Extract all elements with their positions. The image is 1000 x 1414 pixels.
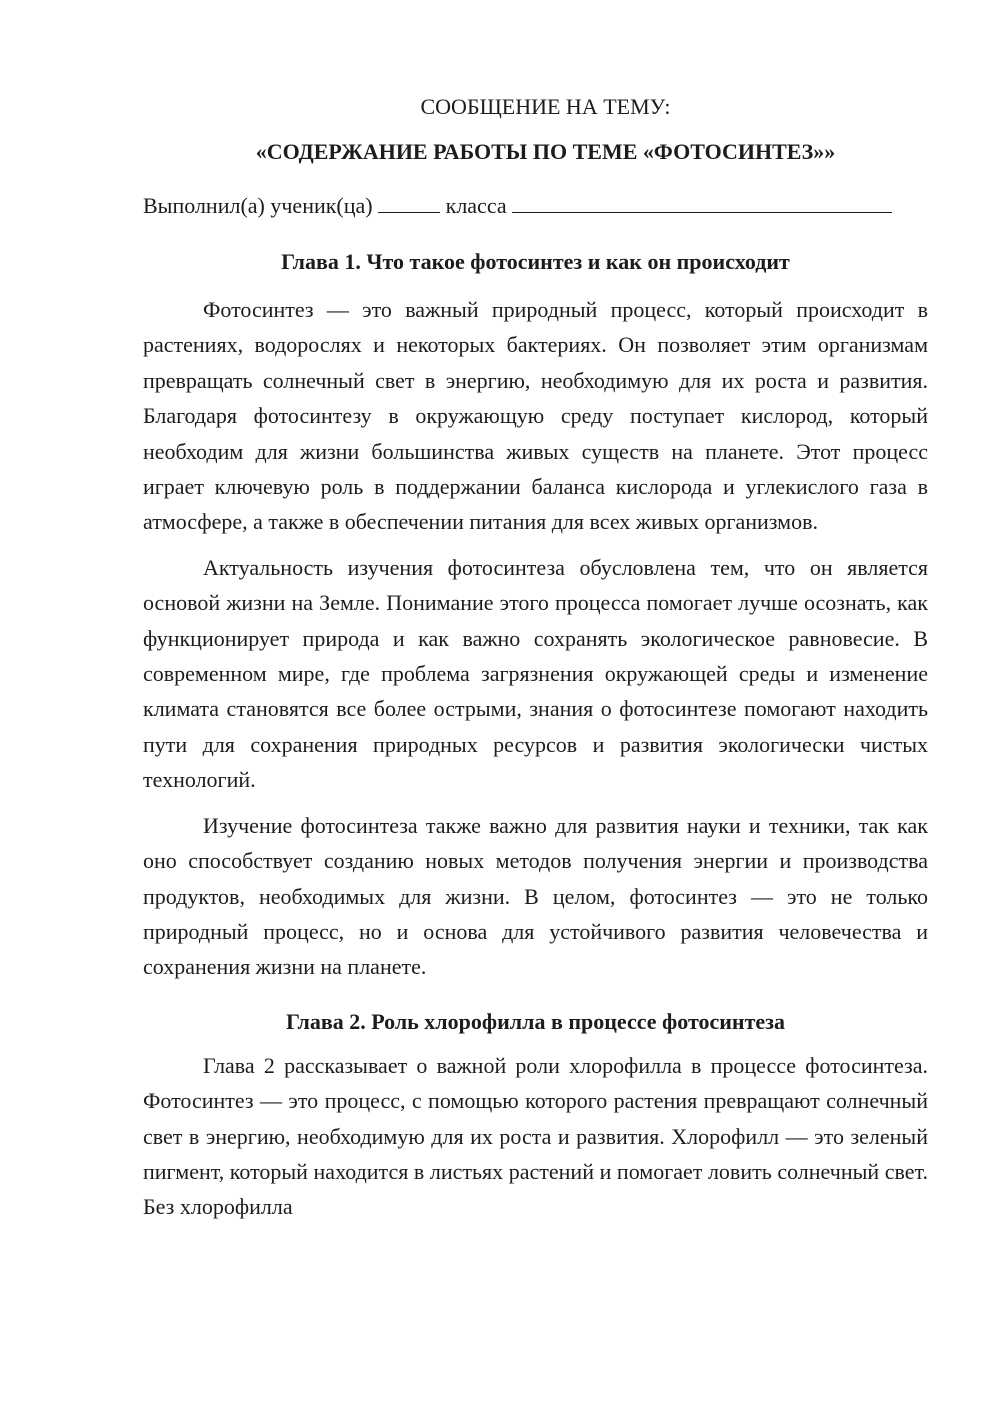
document-title-line2: «СОДЕРЖАНИЕ РАБОТЫ ПО ТЕМЕ «ФОТОСИНТЕЗ»» — [255, 139, 836, 164]
student-name-blank — [512, 190, 892, 213]
author-label: Выполнил(а) ученик(ца) — [143, 193, 373, 218]
document-page — [143, 90, 928, 1225]
chapter1-paragraph: Изучение фотосинтеза также важно для развития науки и техники, так как оно способствует созданию новых методов получения энергии и производства продуктов, необходимых для жизни. В целом, фотосинтез — это не только природный процесс, но и основа для устойчивого развития человечества и сохранения жизни на планете. — [143, 812, 928, 980]
chapter2-heading: Глава 2. Роль хлорофилла в процессе фотосинтеза — [285, 1008, 786, 1034]
chapter1-heading: Глава 1. Что такое фотосинтез и как он происходит — [281, 249, 790, 274]
class-label: класса — [445, 193, 507, 218]
chapter1-paragraph: Актуальность изучения фотосинтеза обусловлена тем, что он является основой жизни на Земле. Понимание этого процесса помогает лучше осознать, как функционирует природа и как важно сохранять экологическое равновесие. В современном мире, где проблема загрязнения окружающей среды и изменение климата становятся все более острыми, знания о фотосинтезе помогают находить пути для сохранения природных ресурсов и развития экологически чистых технологий. — [143, 554, 928, 793]
author-line — [143, 189, 928, 223]
document-title-line1: СООБЩЕНИЕ НА ТЕМУ: — [420, 94, 671, 119]
chapter2-paragraph: Глава 2 рассказывает о важной роли хлорофилла в процессе фотосинтеза. Фотосинтез — это процесс, с помощью которого растения превращают солнечный свет в энергию, необходимую для их роста и развития. Хлорофилл — это зеленый пигмент, который находится в листьях растений и помогает ловить солнечный свет. Без хлорофилла — [143, 1052, 928, 1220]
chapter1-paragraph: Фотосинтез — это важный природный процесс, который происходит в растениях, водорослях и некоторых бактериях. Он позволяет этим организмам превращать солнечный свет в энергию, необходимую для их роста и развития. Благодаря фотосинтезу в окружающую среду поступает кислород, который необходим для жизни большинства живых существ на планете. Этот процесс играет ключевую роль в поддержании баланса кислорода и углекислого газа в атмосфере, а также в обеспечении питания для всех живых организмов. — [143, 297, 928, 535]
class-number-blank — [378, 190, 440, 213]
